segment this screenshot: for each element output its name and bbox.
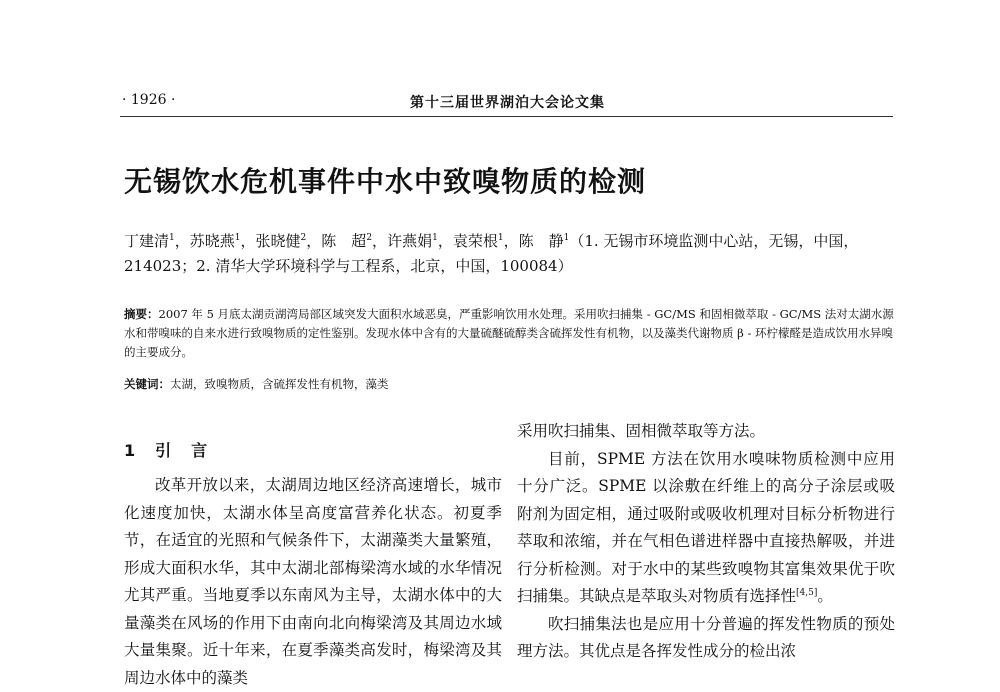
author: 苏晓燕	[189, 232, 235, 250]
author-affiliation-mark: 1	[234, 233, 241, 243]
abstract-text: 2007 年 5 月底太湖贡湖湾局部区域突发大面积水域恶臭，严重影响饮用水处理。采用吹扫捕集 - GC/MS 和固相微萃取 - GC/MS 法对太湖水源水和带嗅味的自来水进行致嗅物质的定性鉴别。发现水体中含有的大量硫醚硫醇类含硫挥发性有机物，以及藻类代谢物质 β - 环柠檬醛是造成饮用水异嗅的主要成分。	[124, 307, 894, 359]
author: 陈 超	[321, 232, 367, 250]
author: 陈 静	[518, 232, 564, 250]
author: 丁建清	[124, 232, 170, 250]
author: 袁荣根	[452, 232, 498, 250]
author-block: 丁建清$^1$，苏晓燕$^1$，张晓健$^2$，陈 超$^2$，许燕娟$^1$，袁荣根$^1$，陈 静$^1$（1. 无锡市环境监测中心站，无锡，中国， 214023；2. 清华大学环境科学与工程系，北京，中国，100084）	[124, 232, 859, 275]
page-number: · 1926 ·	[122, 92, 176, 108]
author-affiliation-mark: 1	[497, 233, 504, 243]
author: 张晓健	[255, 232, 301, 250]
abstract-label: 摘要：	[124, 307, 159, 321]
paragraph	[517, 446, 895, 611]
citation-ref: [4,5]	[796, 587, 818, 598]
affiliations: （1. 无锡市环境监测中心站，无锡，中国，	[569, 232, 859, 250]
paragraph: 改革开放以来，太湖周边地区经济高速增长，城市化速度加快，太湖水体呈高度富营养化状态。初夏季节，在适宜的光照和气候条件下，太湖藻类大量繁殖，形成大面积水华，其中太湖北部梅梁湾水域的水华情况尤其严重。当地夏季以东南风为主导，太湖水体中的大量藻类在风场的作用下由南向北向梅梁湾及其周边水域大量集聚。近十年来，在夏季藻类高发时，梅梁湾及其周边水体中的藻类	[124, 476, 502, 687]
paragraph: 采用吹扫捕集、固相微萃取等方法。	[517, 422, 766, 440]
paragraph-text: 目前，SPME 方法在饮用水嗅味物质检测中应用十分广泛。SPME 以涂敷在纤维上的高分子涂层或吸附剂为固定相，通过吸附或吸收机理对目标分析物进行萃取和浓缩，并在气相色谱进样器中直接热解吸，并进行分析检测。对于水中的某些致嗅物其富集效果优于吹扫捕集。其缺点是萃取头对物质有选择性	[517, 449, 895, 605]
author-affiliation-mark: 1	[169, 233, 175, 243]
keywords	[124, 376, 894, 392]
header-rule	[120, 116, 893, 117]
paper-title: 无锡饮水危机事件中水中致嗅物质的检测	[124, 165, 647, 198]
paragraph-end: 。	[817, 587, 833, 605]
author-affiliation-mark: 1	[432, 233, 438, 243]
left-column	[124, 472, 502, 692]
paragraph: 吹扫捕集法也是应用十分普遍的挥发性物质的预处理方法。其优点是各挥发性成分的检出浓	[517, 614, 895, 660]
running-title: 第十三届世界湖泊大会论文集	[410, 95, 605, 111]
keywords-label: 关键词：	[124, 377, 170, 391]
author: 许燕娟	[387, 232, 433, 250]
abstract	[124, 305, 894, 362]
section-heading-introduction: 1 引 言	[124, 441, 210, 460]
affiliations-continued: 214023；2. 清华大学环境科学与工程系，北京，中国，100084）	[124, 257, 573, 275]
keywords-text: 太湖，致嗅物质，含硫挥发性有机物，藻类	[170, 377, 389, 391]
author-affiliation-mark: 2	[366, 233, 373, 243]
right-column	[517, 418, 895, 666]
author-affiliation-mark: 1	[563, 233, 570, 243]
author-affiliation-mark: 2	[300, 233, 307, 243]
